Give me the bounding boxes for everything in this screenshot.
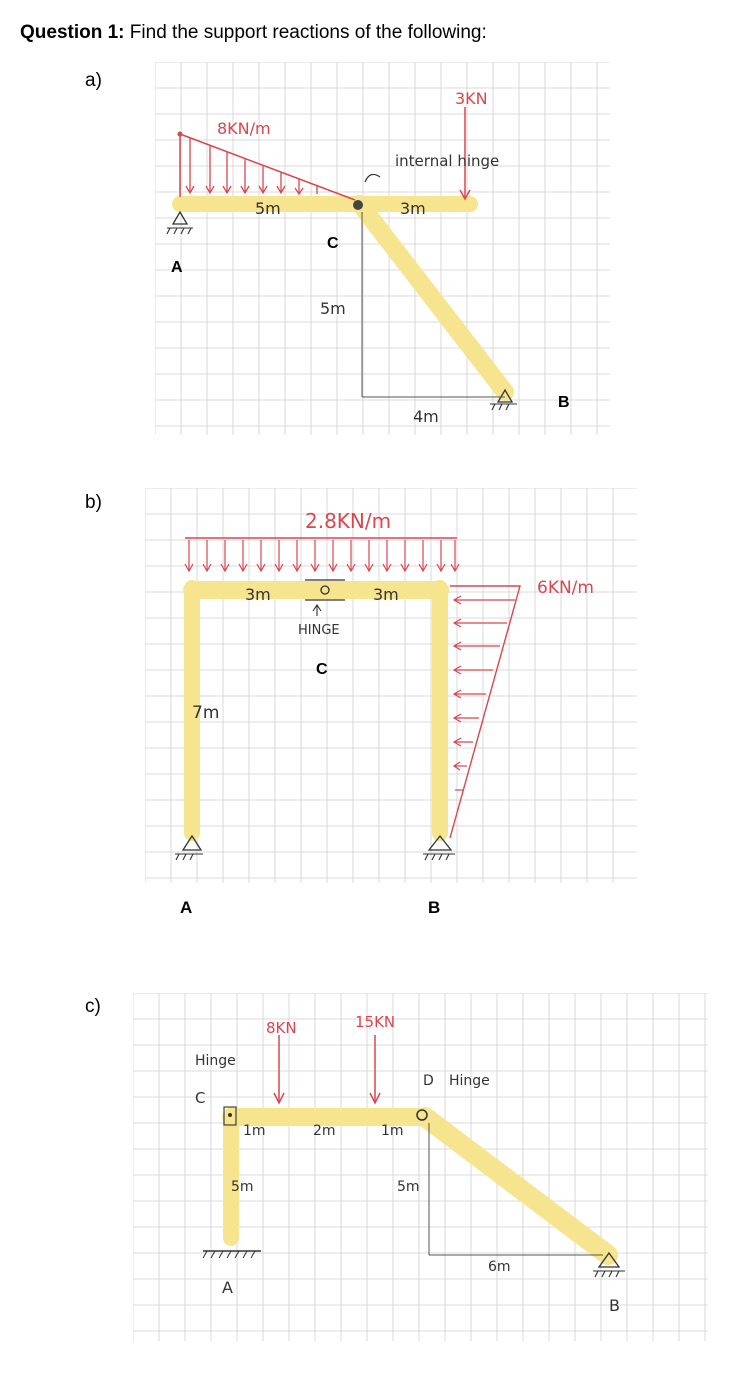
inclined-member	[360, 204, 505, 392]
load-8kn-label: 8KN	[266, 1019, 297, 1037]
dim-bottom: 4m	[413, 407, 439, 426]
label-d: D	[423, 1073, 434, 1089]
label-a: A	[171, 259, 183, 276]
ground-hatch-b	[423, 854, 455, 860]
graph-paper-grid	[133, 993, 708, 1341]
figure-c-drawing	[133, 993, 708, 1341]
ground-hatch-b	[593, 1271, 625, 1277]
question-number: Question 1:	[20, 22, 125, 43]
internal-hinge-note: internal hinge	[395, 152, 500, 170]
point-load-label: 3KN	[455, 89, 488, 108]
label-b-b: B	[428, 898, 441, 917]
hinge-pointer-arrow	[313, 605, 321, 616]
udl-start-dot	[178, 132, 183, 137]
dim-5m-right: 5m	[397, 1179, 420, 1195]
dim-1m-left: 1m	[243, 1123, 266, 1139]
inclined-member	[425, 1117, 608, 1255]
label-b: B	[558, 394, 570, 411]
dim-right-span: 3m	[373, 585, 399, 604]
graph-paper-grid	[155, 62, 610, 435]
hinge-d-label: Hinge	[449, 1073, 490, 1089]
graph-paper-grid	[145, 488, 637, 883]
dim-6m: 6m	[488, 1259, 511, 1275]
udl-top-line	[180, 134, 355, 200]
dim-left-span: 3m	[245, 585, 271, 604]
figure-b	[145, 488, 637, 883]
triangular-load-label: 6KN/m	[537, 578, 594, 598]
hinge-c-label: Hinge	[195, 1053, 236, 1069]
dim-vertical: 5m	[320, 299, 346, 318]
ground-hatch-a	[175, 854, 203, 860]
label-b: B	[609, 1296, 620, 1315]
dim-right-span: 3m	[400, 199, 426, 218]
part-label-c: c)	[85, 996, 101, 1017]
load-15kn-label: 15KN	[355, 1013, 396, 1031]
ground-hatch-b	[490, 404, 517, 410]
label-c: C	[316, 661, 328, 678]
question-heading	[20, 22, 487, 44]
dim-2m: 2m	[313, 1123, 336, 1139]
figure-c	[133, 993, 708, 1341]
dim-1m-right: 1m	[381, 1123, 404, 1139]
part-label-a: a)	[85, 70, 102, 91]
dim-5m-left: 5m	[231, 1179, 254, 1195]
dim-left-span: 5m	[255, 199, 281, 218]
hinge-c-dot	[228, 1113, 232, 1117]
triangular-load-arrows	[454, 596, 515, 790]
ground-hatch-a	[167, 228, 193, 234]
question-text: Find the support reactions of the following:	[124, 22, 487, 43]
label-c: C	[327, 235, 339, 252]
label-c: C	[195, 1089, 206, 1107]
dim-height: 7m	[192, 703, 220, 723]
figure-b-drawing	[145, 488, 637, 883]
part-label-b: b)	[85, 492, 102, 513]
udl-label: 8KN/m	[217, 119, 271, 138]
figure-a-drawing	[155, 62, 610, 435]
udl-label: 2.8KN/m	[305, 509, 392, 533]
hinge-pointer-arrow	[365, 174, 380, 182]
internal-hinge-icon	[353, 200, 363, 210]
label-a: A	[222, 1278, 233, 1297]
figure-a	[155, 62, 610, 435]
hinge-label: HINGE	[298, 623, 340, 638]
label-a-b: A	[180, 898, 193, 917]
